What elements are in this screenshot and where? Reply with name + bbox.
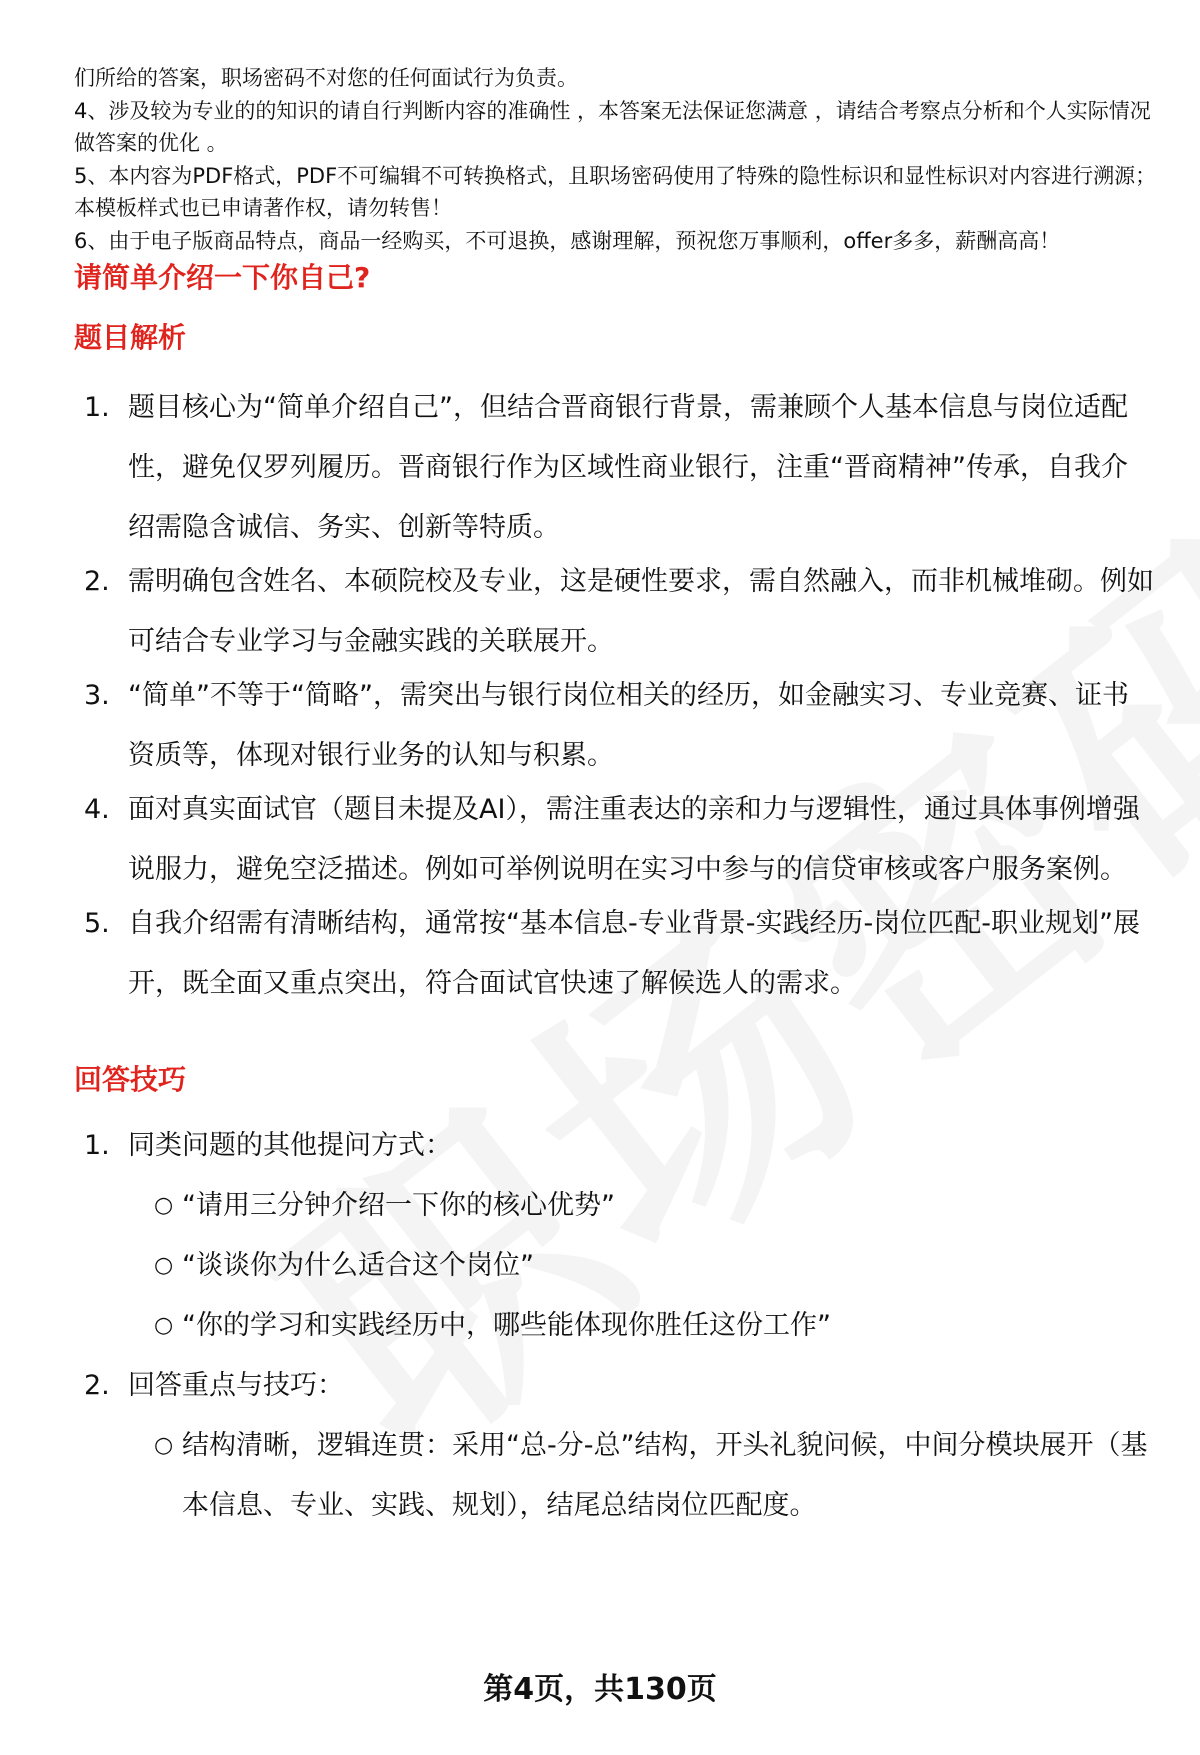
tips-heading: 回答技巧 [74,1063,187,1096]
item-number: 2. [84,566,110,597]
item-number: 5. [84,908,110,939]
item-text: 面对真实面试官（题目未提及AI），需注重表达的亲和力与逻辑性，通过具体事例增强说服力，避免空泛描述。例如可举例说明在实习中参与的信贷审核或客户服务案例。 [128,794,1140,885]
bullet-icon: ○ [154,1433,174,1458]
item-number: 1. [84,392,110,423]
list-item [74,1116,1154,1356]
list-item [74,1356,1154,1536]
item-text: 需明确包含姓名、本硕院校及专业，这是硬性要求，需自然融入，而非机械堆砌。例如可结合专业学习与金融实践的关联展开。 [128,566,1154,657]
sub-list-item [128,1296,1154,1356]
analysis-heading: 题目解析 [74,321,187,354]
bullet-icon: ○ [154,1313,174,1338]
bullet-icon: ○ [154,1253,174,1278]
item-text: 回答重点与技巧： [128,1370,344,1401]
page-number-footer: 第4页，共130页 [483,1672,717,1707]
list-item [74,894,1154,1014]
disclaimer-notes [74,62,1164,257]
note-line: 5、本内容为PDF格式，PDF不可编辑不可转换格式，且职场密码使用了特殊的隐性标识和显性标识对内容进行溯源；本模板样式也已申请著作权，请勿转售！ [74,163,1157,220]
sub-item-text: 结构清晰，逻辑连贯：采用“总-分-总”结构，开头礼貌问候，中间分模块展开（基本信息、专业、实践、规划），结尾总结岗位匹配度。 [182,1430,1148,1521]
item-text: 题目核心为“简单介绍自己”，但结合晋商银行背景，需兼顾个人基本信息与岗位适配性，避免仅罗列履历。晋商银行作为区域性商业银行，注重“晋商精神”传承，自我介绍需隐含诚信、务实、创新等特质。 [128,392,1128,543]
item-number: 4. [84,794,110,825]
item-number: 3. [84,680,110,711]
analysis-list [74,378,1154,1014]
list-item [74,666,1154,786]
sub-item-text: “请用三分钟介绍一下你的核心优势” [182,1190,615,1221]
sub-item-text: “谈谈你为什么适合这个岗位” [182,1250,534,1281]
tips-list [74,1116,1154,1536]
bullet-icon: ○ [154,1193,174,1218]
item-text: “简单”不等于“简略”，需突出与银行岗位相关的经历，如金融实习、专业竞赛、证书资质等，体现对银行业务的认知与积累。 [128,680,1129,771]
question-heading: 请简单介绍一下你自己? [74,261,371,294]
item-number: 2. [84,1370,110,1401]
item-text: 自我介绍需有清晰结构，通常按“基本信息-专业背景-实践经历-岗位匹配-职业规划”展开，既全面又重点突出，符合面试官快速了解候选人的需求。 [128,908,1140,999]
note-line: 6、由于电子版商品特点，商品一经购买，不可退换，感谢理解，预祝您万事顺利，offer多多，薪酬高高！ [74,228,1061,253]
list-item [74,780,1154,900]
list-item [74,552,1154,672]
list-item [74,378,1154,558]
note-line: 们所给的答案，职场密码不对您的任何面试行为负责。 [74,66,578,90]
sub-list-item [128,1176,1154,1236]
sub-item-text: “你的学习和实践经历中，哪些能体现你胜任这份工作” [182,1310,831,1341]
item-number: 1. [84,1130,110,1161]
note-line: 4、涉及较为专业的的知识的请自行判断内容的准确性 ，本答案无法保证您满意 ，请结合考察点分析和个人实际情况做答案的优化 。 [74,98,1151,155]
sub-list-item [128,1416,1154,1536]
sub-list-item [128,1236,1154,1296]
item-text: 同类问题的其他提问方式： [128,1130,452,1161]
